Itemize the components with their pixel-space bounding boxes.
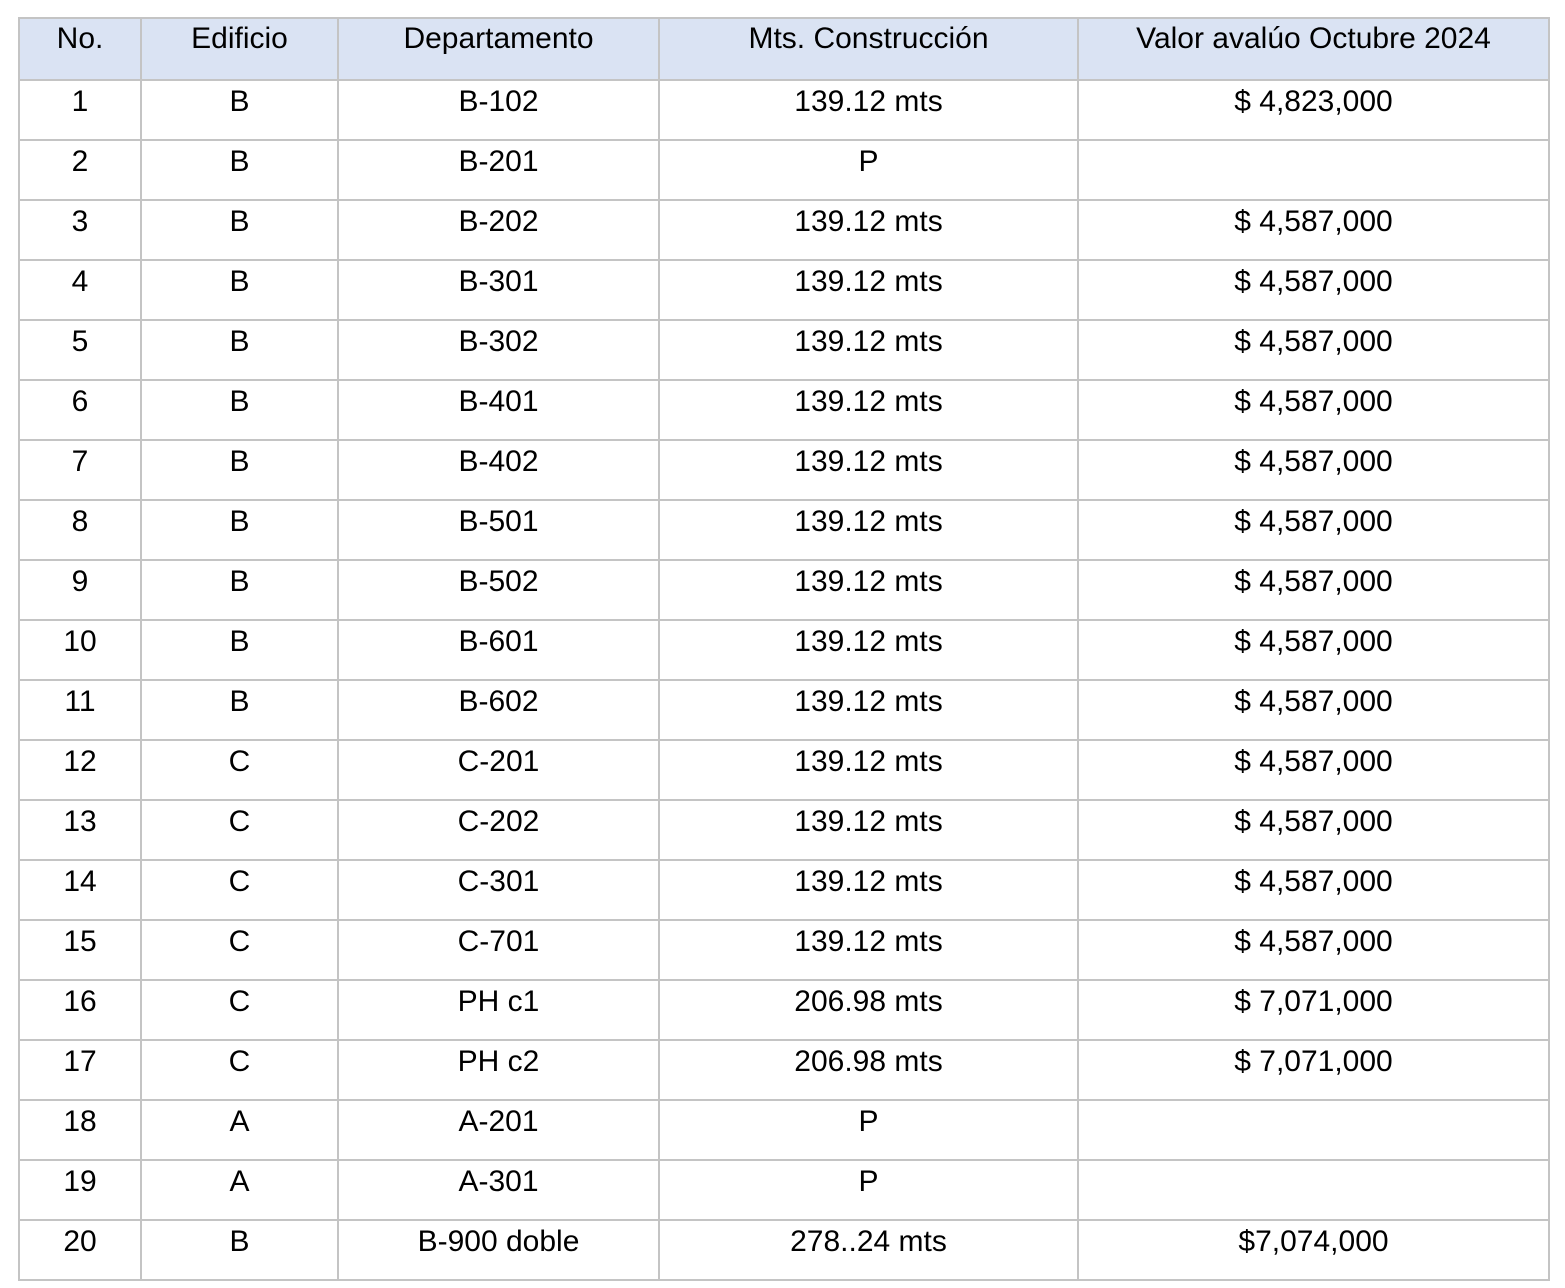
header-edificio: Edificio (141, 18, 338, 80)
cell-valor-avaluo: $ 4,823,000 (1078, 80, 1549, 140)
cell-valor-avaluo: $ 4,587,000 (1078, 440, 1549, 500)
cell-valor-avaluo: $ 4,587,000 (1078, 320, 1549, 380)
cell-departamento: B-502 (338, 560, 659, 620)
cell-valor-avaluo: $ 4,587,000 (1078, 200, 1549, 260)
cell-mts-construccion: 139.12 mts (659, 800, 1078, 860)
cell-mts-construccion: 139.12 mts (659, 260, 1078, 320)
cell-no: 9 (19, 560, 141, 620)
cell-no: 19 (19, 1160, 141, 1220)
cell-departamento: B-501 (338, 500, 659, 560)
cell-no: 4 (19, 260, 141, 320)
cell-edificio: C (141, 860, 338, 920)
cell-mts-construccion: 139.12 mts (659, 200, 1078, 260)
cell-no: 5 (19, 320, 141, 380)
cell-edificio: C (141, 800, 338, 860)
table-row (19, 260, 1549, 320)
cell-valor-avaluo: $ 4,587,000 (1078, 680, 1549, 740)
cell-mts-construccion: 139.12 mts (659, 500, 1078, 560)
cell-edificio: B (141, 140, 338, 200)
cell-no: 16 (19, 980, 141, 1040)
cell-valor-avaluo: $ 4,587,000 (1078, 560, 1549, 620)
cell-edificio: B (141, 1220, 338, 1280)
cell-departamento: B-201 (338, 140, 659, 200)
table-row (19, 1040, 1549, 1100)
cell-valor-avaluo: $ 7,071,000 (1078, 1040, 1549, 1100)
cell-valor-avaluo: $ 4,587,000 (1078, 920, 1549, 980)
cell-edificio: B (141, 680, 338, 740)
cell-edificio: A (141, 1100, 338, 1160)
cell-edificio: B (141, 320, 338, 380)
cell-departamento: PH c2 (338, 1040, 659, 1100)
cell-edificio: C (141, 980, 338, 1040)
cell-no: 2 (19, 140, 141, 200)
cell-edificio: B (141, 560, 338, 620)
table-row (19, 860, 1549, 920)
header-departamento: Departamento (338, 18, 659, 80)
cell-mts-construccion: 139.12 mts (659, 740, 1078, 800)
cell-departamento: B-900 doble (338, 1220, 659, 1280)
cell-no: 20 (19, 1220, 141, 1280)
cell-mts-construccion: 139.12 mts (659, 380, 1078, 440)
cell-mts-construccion: 139.12 mts (659, 620, 1078, 680)
cell-valor-avaluo: $ 7,071,000 (1078, 980, 1549, 1040)
cell-edificio: B (141, 500, 338, 560)
cell-departamento: B-302 (338, 320, 659, 380)
cell-valor-avaluo: $ 4,587,000 (1078, 740, 1549, 800)
table-row (19, 380, 1549, 440)
cell-mts-construccion: 139.12 mts (659, 920, 1078, 980)
appraisal-table (18, 17, 1550, 1281)
table-row (19, 920, 1549, 980)
cell-edificio: B (141, 440, 338, 500)
header-no: No. (19, 18, 141, 80)
table-row (19, 320, 1549, 380)
table-row (19, 1220, 1549, 1280)
cell-no: 7 (19, 440, 141, 500)
cell-departamento: B-102 (338, 80, 659, 140)
cell-valor-avaluo: $ 4,587,000 (1078, 500, 1549, 560)
cell-departamento: C-301 (338, 860, 659, 920)
cell-mts-construccion: 206.98 mts (659, 1040, 1078, 1100)
header-mts-construccion: Mts. Construcción (659, 18, 1078, 80)
cell-edificio: B (141, 200, 338, 260)
cell-valor-avaluo (1078, 1160, 1549, 1220)
cell-mts-construccion: 278..24 mts (659, 1220, 1078, 1280)
cell-edificio: C (141, 920, 338, 980)
cell-mts-construccion: 139.12 mts (659, 860, 1078, 920)
table-row (19, 800, 1549, 860)
cell-departamento: C-701 (338, 920, 659, 980)
cell-no: 13 (19, 800, 141, 860)
table-row (19, 80, 1549, 140)
table-row (19, 680, 1549, 740)
header-row (19, 18, 1549, 80)
table-row (19, 500, 1549, 560)
table-row (19, 140, 1549, 200)
header-valor-avaluo: Valor avalúo Octubre 2024 (1078, 18, 1549, 80)
table-row (19, 980, 1549, 1040)
cell-departamento: C-202 (338, 800, 659, 860)
table-header (19, 18, 1549, 80)
cell-valor-avaluo: $ 4,587,000 (1078, 860, 1549, 920)
cell-edificio: C (141, 1040, 338, 1100)
cell-no: 3 (19, 200, 141, 260)
cell-no: 1 (19, 80, 141, 140)
cell-no: 14 (19, 860, 141, 920)
cell-valor-avaluo: $7,074,000 (1078, 1220, 1549, 1280)
cell-departamento: B-402 (338, 440, 659, 500)
cell-departamento: B-602 (338, 680, 659, 740)
cell-departamento: B-401 (338, 380, 659, 440)
cell-mts-construccion: P (659, 140, 1078, 200)
cell-mts-construccion: 139.12 mts (659, 440, 1078, 500)
cell-departamento: A-301 (338, 1160, 659, 1220)
cell-departamento: B-202 (338, 200, 659, 260)
cell-no: 18 (19, 1100, 141, 1160)
cell-no: 12 (19, 740, 141, 800)
table-row (19, 1160, 1549, 1220)
table-body (19, 80, 1549, 1280)
table-row (19, 740, 1549, 800)
table-row (19, 560, 1549, 620)
table-row (19, 200, 1549, 260)
cell-no: 15 (19, 920, 141, 980)
cell-mts-construccion: P (659, 1100, 1078, 1160)
cell-departamento: C-201 (338, 740, 659, 800)
cell-valor-avaluo: $ 4,587,000 (1078, 380, 1549, 440)
cell-no: 17 (19, 1040, 141, 1100)
cell-no: 11 (19, 680, 141, 740)
cell-edificio: B (141, 260, 338, 320)
cell-departamento: PH c1 (338, 980, 659, 1040)
table-row (19, 1100, 1549, 1160)
cell-no: 8 (19, 500, 141, 560)
cell-departamento: A-201 (338, 1100, 659, 1160)
cell-mts-construccion: 139.12 mts (659, 80, 1078, 140)
cell-mts-construccion: 139.12 mts (659, 560, 1078, 620)
cell-valor-avaluo (1078, 140, 1549, 200)
cell-valor-avaluo: $ 4,587,000 (1078, 260, 1549, 320)
cell-mts-construccion: 206.98 mts (659, 980, 1078, 1040)
cell-edificio: C (141, 740, 338, 800)
table-row (19, 620, 1549, 680)
cell-edificio: B (141, 620, 338, 680)
cell-edificio: A (141, 1160, 338, 1220)
cell-departamento: B-601 (338, 620, 659, 680)
cell-departamento: B-301 (338, 260, 659, 320)
cell-valor-avaluo: $ 4,587,000 (1078, 620, 1549, 680)
table-row (19, 440, 1549, 500)
cell-valor-avaluo (1078, 1100, 1549, 1160)
cell-no: 10 (19, 620, 141, 680)
cell-mts-construccion: P (659, 1160, 1078, 1220)
cell-edificio: B (141, 80, 338, 140)
cell-no: 6 (19, 380, 141, 440)
cell-edificio: B (141, 380, 338, 440)
cell-valor-avaluo: $ 4,587,000 (1078, 800, 1549, 860)
cell-mts-construccion: 139.12 mts (659, 320, 1078, 380)
cell-mts-construccion: 139.12 mts (659, 680, 1078, 740)
